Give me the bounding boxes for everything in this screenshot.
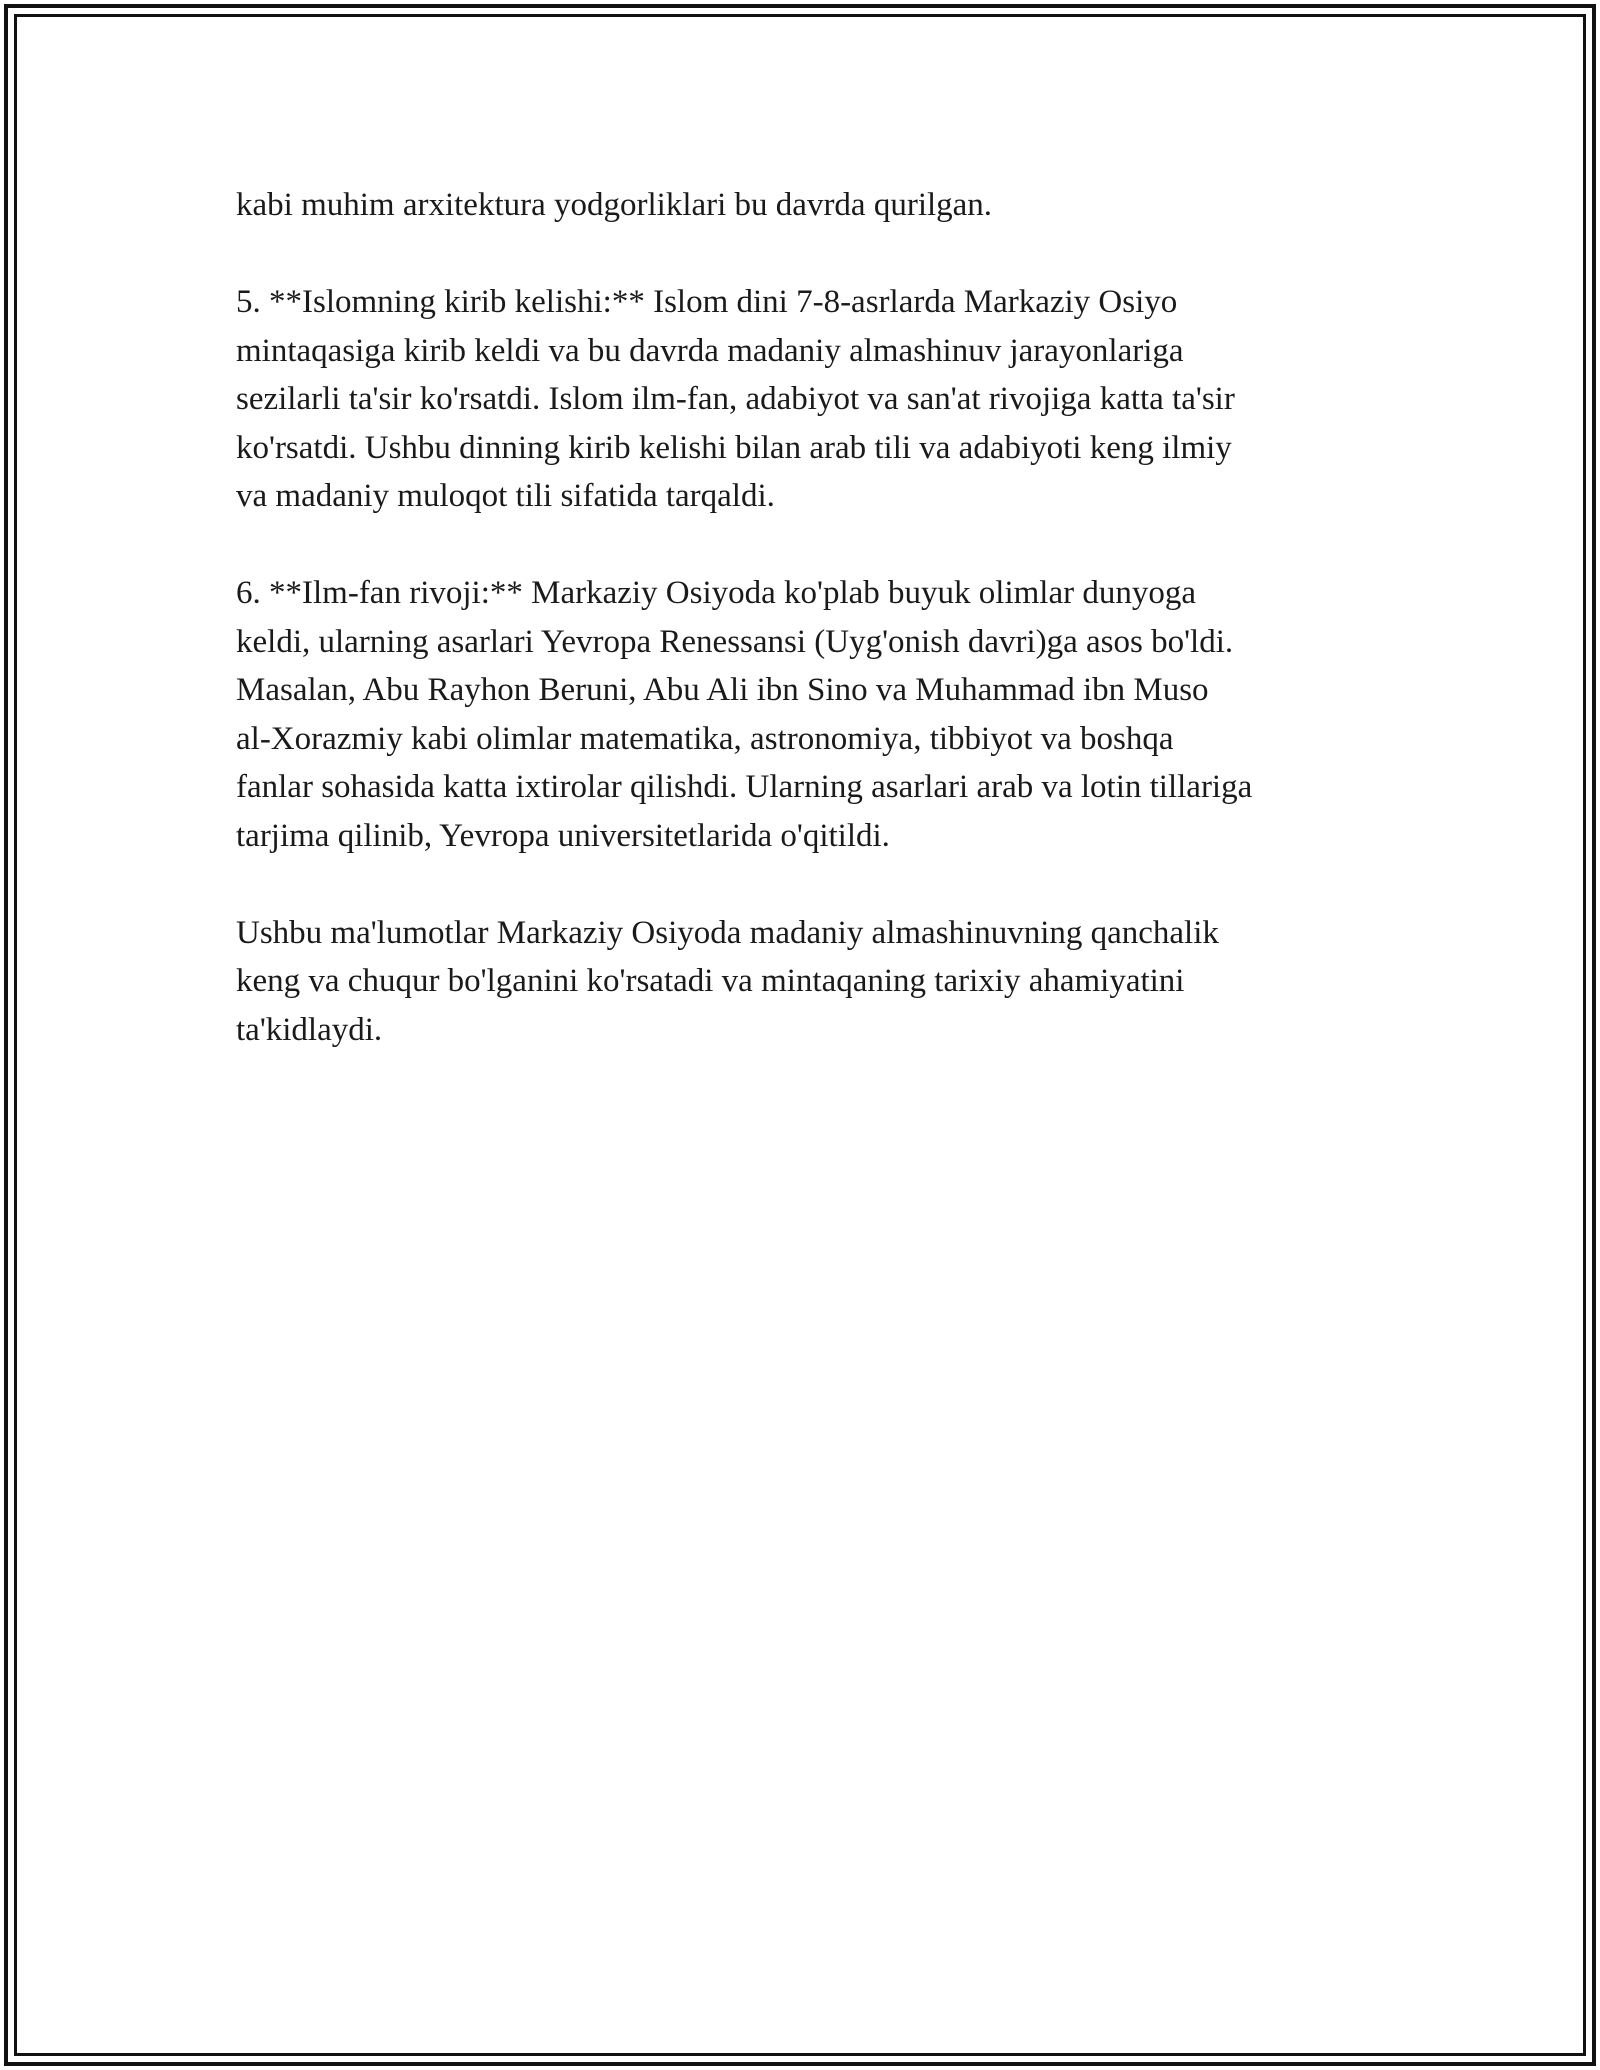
- document-body: [236, 181, 1386, 1103]
- paragraph-islam-arrival: 5. **Islomning kirib kelishi:** Islom dini 7-8-asrlarda Markaziy Osiyo mintaqasiga kirib keldi va bu davrda madaniy almashinuv jarayonlariga sezilarli ta'sir ko'rsatdi. Islom ilm-fan, adabiyot va san'at rivojiga katta ta'sir ko'rsatdi. Ushbu dinning kirib kelishi bilan arab tili va adabiyoti keng ilmiy va madaniy muloqot tili sifatida tarqaldi.: [236, 284, 1235, 514]
- paragraph-conclusion: Ushbu ma'lumotlar Markaziy Osiyoda madaniy almashinuvning qanchalik keng va chuqur bo'lganini ko'rsatadi va mintaqaning tarixiy ahamiyatini ta'kidlaydi.: [236, 914, 1219, 1048]
- paragraph-continuation: kabi muhim arxitektura yodgorliklari bu davrda qurilgan.: [236, 187, 993, 223]
- paragraph-science-development: 6. **Ilm-fan rivoji:** Markaziy Osiyoda ko'plab buyuk olimlar dunyoga keldi, ularning asarlari Yevropa Renessansi (Uyg'onish davri)ga asos bo'ldi. Masalan, Abu Rayhon Beruni, Abu Ali ibn Sino va Muhammad ibn Muso al-Xorazmiy kabi olimlar matematika, astronomiya, tibbiyot va boshqa fanlar sohasida katta ixtirolar qilishdi. Ularning asarlari arab va lotin tillariga tarjima qilinib, Yevropa universitetlarida o'qitildi.: [236, 575, 1253, 854]
